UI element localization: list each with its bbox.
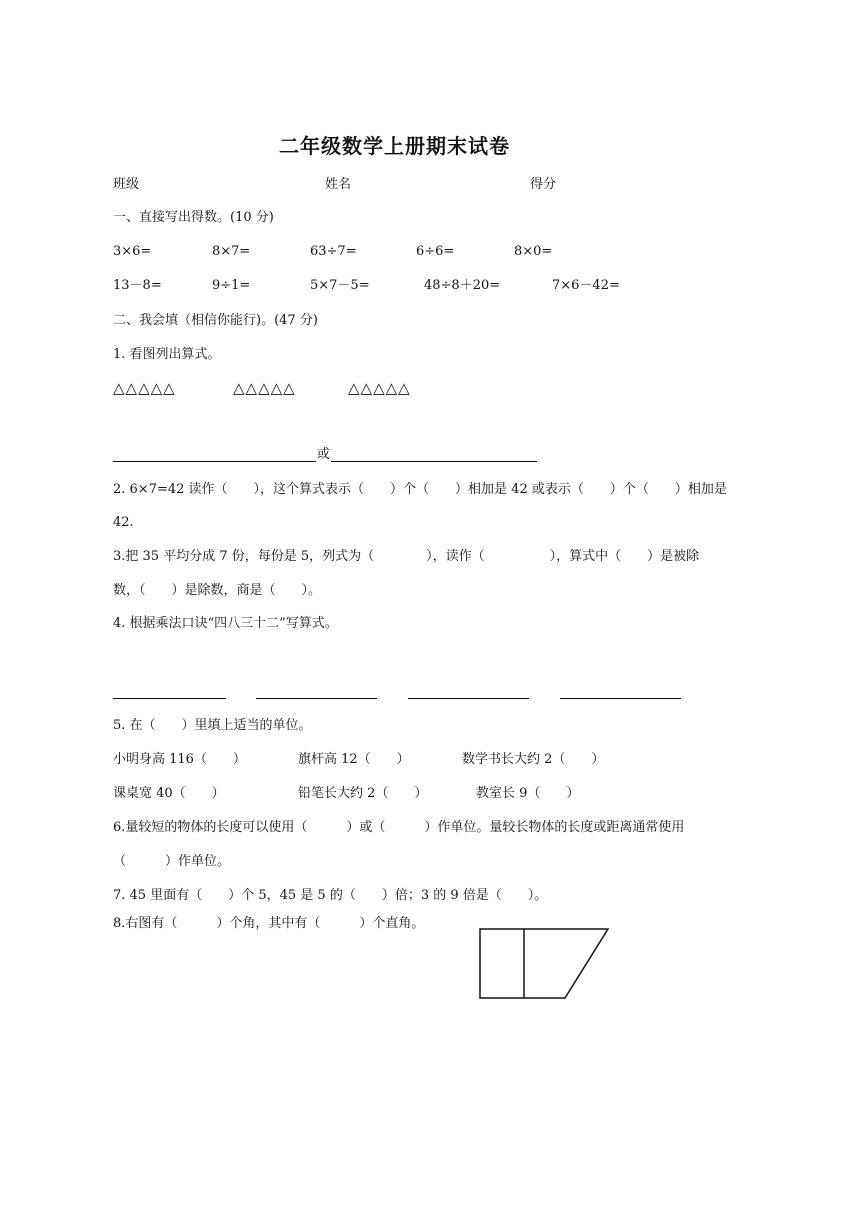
unit-item: 课桌宽 40（ ） — [113, 786, 225, 801]
answer-blank[interactable] — [331, 461, 537, 462]
section2-heading: 二、我会填（相信你能行)。(47 分) — [113, 313, 318, 328]
unit-item: 铅笔长大约 2（ ） — [298, 786, 428, 801]
arith-item: 8×7= — [212, 244, 251, 259]
section1-heading: 一、直接写出得数。(10 分) — [113, 210, 274, 225]
q6-line2: （ ）作单位。 — [113, 854, 231, 869]
answer-blank[interactable] — [113, 461, 316, 462]
arith-item: 13－8= — [113, 278, 162, 293]
q3-line2: 数，（ ）是除数，商是（ ）。 — [113, 583, 322, 598]
answer-blank[interactable] — [113, 698, 226, 699]
page-title: 二年级数学上册期末试卷 — [279, 134, 510, 158]
q7-text: 7. 45 里面有（ ）个 5，45 是 5 的（ ）倍；3 的 9 倍是（ ）。 — [113, 888, 548, 903]
arith-item: 7×6－42= — [552, 278, 620, 293]
q2-line2: 42. — [113, 515, 134, 530]
unit-item: 旗杆高 12（ ） — [298, 752, 410, 767]
q5-text: 5. 在（ ）里填上适当的单位。 — [113, 718, 312, 733]
arith-item: 8×0= — [514, 244, 553, 259]
triangle-group: △△△△△ — [113, 379, 176, 397]
answer-blank[interactable] — [256, 698, 377, 699]
arith-item: 9÷1= — [212, 278, 251, 293]
score-label: 得分 — [530, 177, 557, 192]
unit-item: 教室长 9（ ） — [476, 786, 580, 801]
unit-item: 数学书长大约 2（ ） — [462, 752, 605, 767]
q4-text: 4. 根据乘法口诀“四八三十二”写算式。 — [113, 616, 338, 631]
arith-item: 3×6= — [113, 244, 152, 259]
or-label: 或 — [317, 447, 331, 462]
arith-item: 48÷8＋20= — [424, 278, 501, 293]
arith-item: 5×7－5= — [310, 278, 370, 293]
answer-blank[interactable] — [408, 698, 529, 699]
name-label: 姓名 — [325, 177, 352, 192]
triangle-group: △△△△△ — [348, 379, 411, 397]
q1-text: 1. 看图列出算式。 — [113, 347, 221, 362]
q8-text: 8.右图有（ ）个角，其中有（ ）个直角。 — [113, 916, 425, 931]
triangle-group: △△△△△ — [233, 379, 296, 397]
q2-line1: 2. 6×7=42 读作（ ），这个算式表示（ ）个（ ）相加是 42 或表示（ ）个（ ）相加是 — [113, 482, 727, 497]
angle-figure — [475, 924, 615, 1004]
q3-line1: 3.把 35 平均分成 7 份，每份是 5，列式为（ ），读作（ ），算式中（ ）是被除 — [113, 549, 700, 564]
answer-blank[interactable] — [560, 698, 681, 699]
unit-item: 小明身高 116（ ） — [113, 752, 246, 767]
arith-item: 63÷7= — [310, 244, 357, 259]
q6-line1: 6.量较短的物体的长度可以使用（ ）或（ ）作单位。量较长物体的长度或距离通常使用 — [113, 820, 685, 835]
arith-item: 6÷6= — [416, 244, 455, 259]
class-label: 班级 — [113, 177, 140, 192]
